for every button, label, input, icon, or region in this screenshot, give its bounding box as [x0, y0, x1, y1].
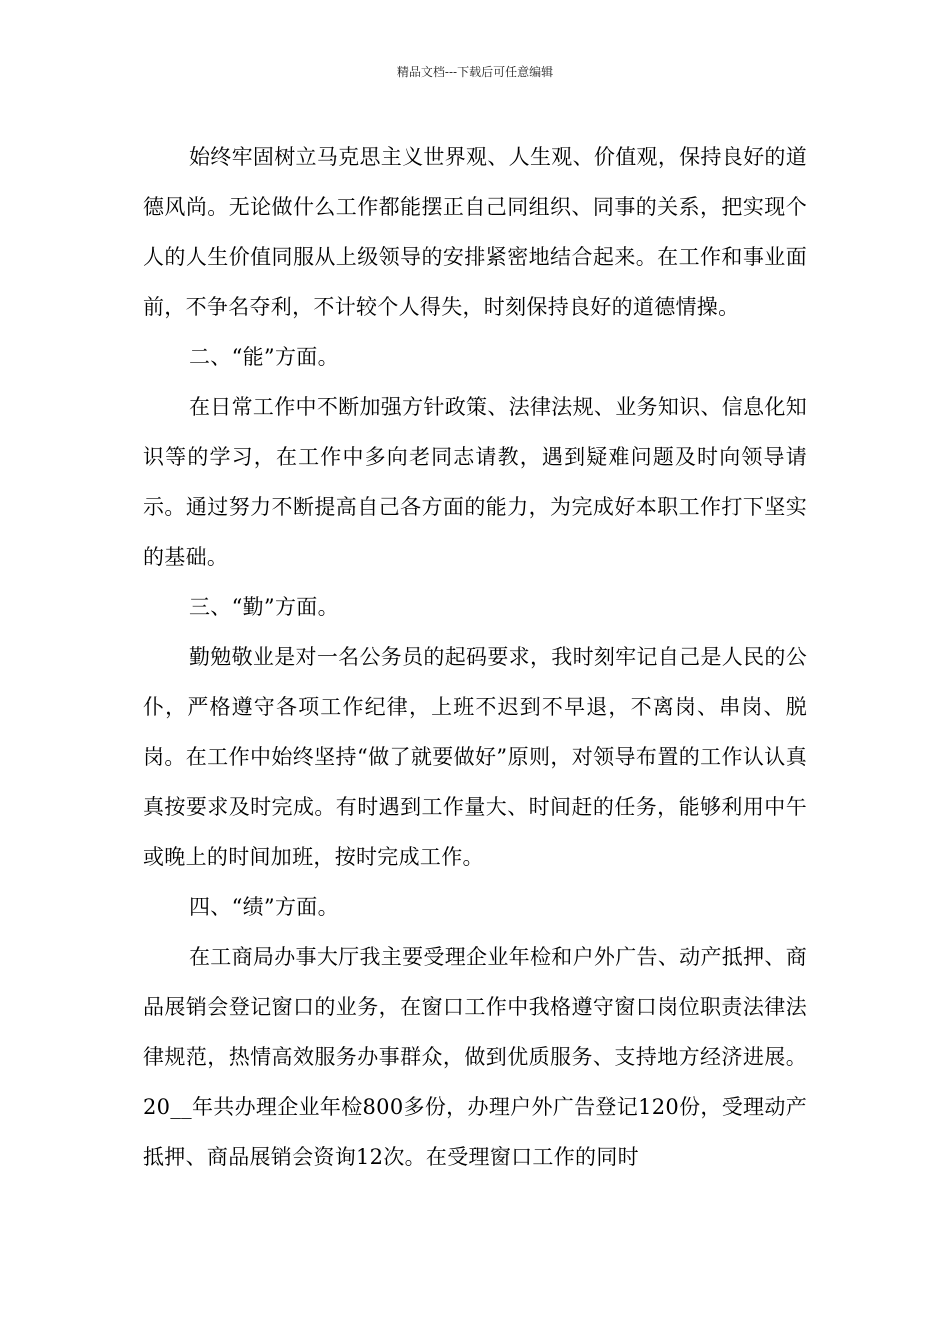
paragraph-ability: 在日常工作中不断加强方针政策、法律法规、业务知识、信息化知识等的学习，在工作中多向老同志请教，遇到疑难问题及时向领导请示。通过努力不断提高自己各方面的能力，为完成好本职工作打下坚实的基础。: [143, 395, 807, 569]
document-body: [143, 132, 807, 1182]
section-heading-diligence: 三、“勤”方面。: [189, 595, 339, 619]
page-header: 精品文档---下载后可任意编辑: [396, 65, 554, 79]
paragraph-performance: 在工商局办事大厅我主要受理企业年检和户外广告、动产抵押、商品展销会登记窗口的业务，在窗口工作中我格遵守窗口岗位职责法律法律规范，热情高效服务办事群众，做到优质服务、支持地方经济进展。20__年共办理企业年检800多份，办理户外广告登记120份，受理动产抵押、商品展销会资询12次。在受理窗口工作的同时: [143, 945, 807, 1169]
section-heading-performance: 四、“绩”方面。: [189, 895, 339, 919]
paragraph-moral: 始终牢固树立马克思主义世界观、人生观、价值观，保持良好的道德风尚。无论做什么工作都能摆正自己同组织、同事的关系，把实现个人的人生价值同服从上级领导的安排紧密地结合起来。在工作和事业面前，不争名夺利，不计较个人得失，时刻保持良好的道德情操。: [143, 145, 807, 319]
section-heading-ability: 二、“能”方面。: [189, 345, 339, 369]
paragraph-diligence: 勤勉敬业是对一名公务员的起码要求，我时刻牢记自己是人民的公仆，严格遵守各项工作纪律，上班不迟到不早退，不离岗、串岗、脱岗。在工作中始终坚持“做了就要做好”原则，对领导布置的工作认认真真按要求及时完成。有时遇到工作量大、时间赶的任务，能够利用中午或晚上的时间加班，按时完成工作。: [143, 645, 807, 869]
